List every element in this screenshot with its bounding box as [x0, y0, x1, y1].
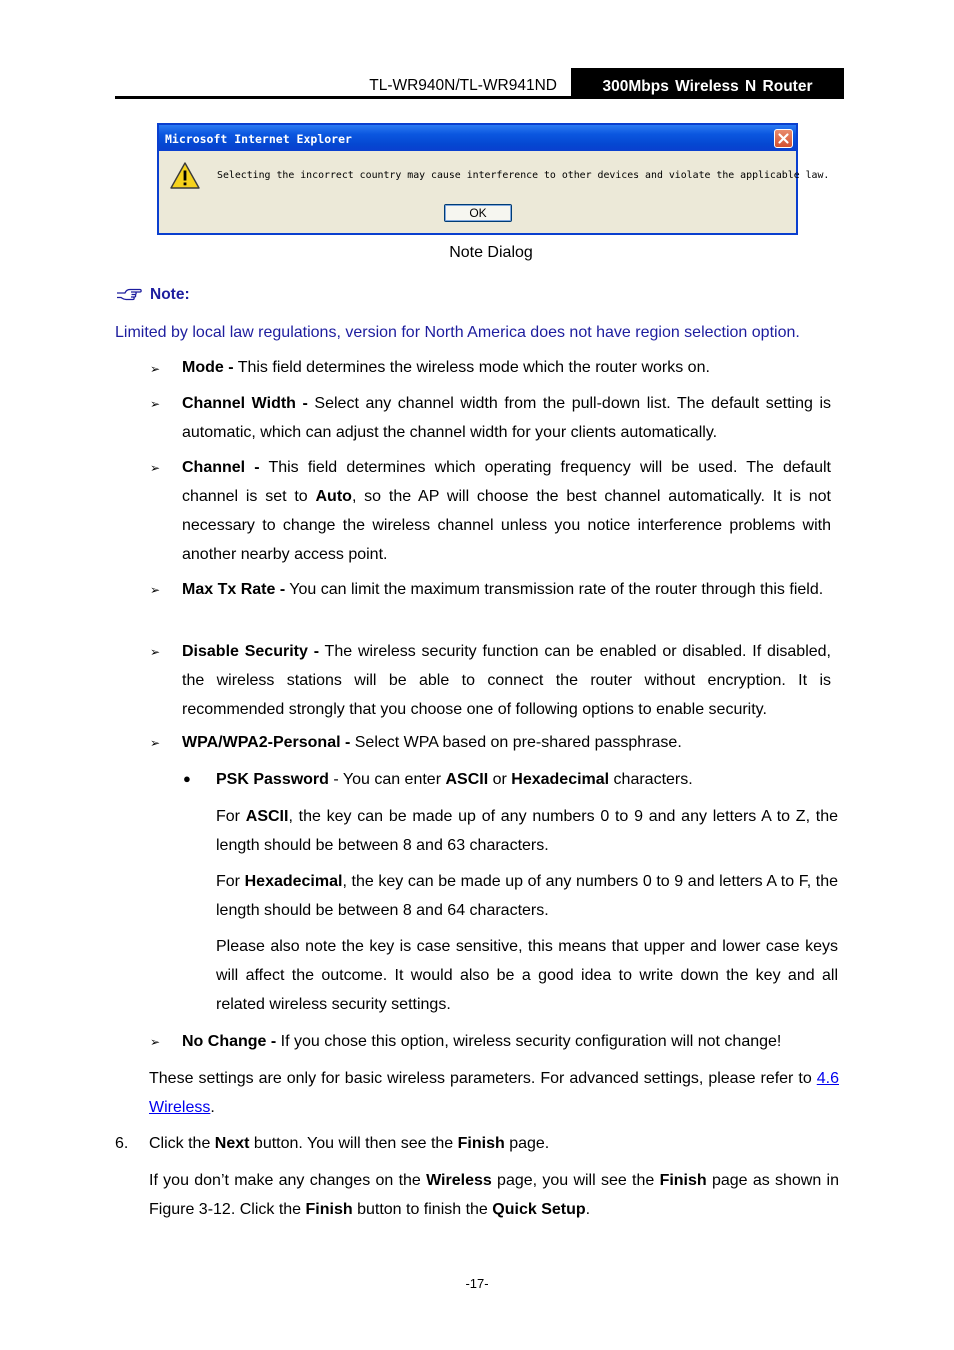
item-text: Select any channel width from the pull-down list. The default setting is automatic, which can adjust the channel width for your clients automatically. — [182, 395, 832, 441]
para-text: button. You will then see the — [249, 1135, 458, 1152]
item-disable-security — [182, 637, 831, 724]
bullet-icon: ➢ — [150, 583, 161, 597]
para-text: Click the — [149, 1135, 215, 1152]
item-text: You can limit the maximum transmission rate of the router through this field. — [285, 581, 824, 598]
item-no-change — [182, 1027, 831, 1056]
ok-button[interactable]: OK — [444, 204, 512, 222]
item-text: If you chose this option, wireless security configuration will not change! — [276, 1033, 782, 1050]
psk-ascii: ASCII — [445, 771, 489, 788]
page-number: -17- — [465, 1276, 489, 1291]
item-term: Max Tx Rate - — [182, 581, 286, 598]
dot-bullet-icon: ● — [183, 771, 191, 786]
item-term: No Change - — [182, 1033, 277, 1050]
step-number: 6. — [115, 1135, 129, 1152]
para-term: Finish — [659, 1172, 707, 1189]
para-term: Finish — [305, 1201, 353, 1218]
para-term: Wireless — [426, 1172, 492, 1189]
close-icon[interactable] — [774, 129, 793, 148]
para-term: Finish — [457, 1135, 505, 1152]
para-text: For — [216, 873, 245, 890]
bullet-icon: ➢ — [150, 362, 161, 376]
dialog-title: Microsoft Internet Explorer — [165, 132, 352, 146]
header-product: 300Mbps Wireless N Router — [571, 68, 844, 98]
psk-case-paragraph: Please also note the key is case sensitive, this means that upper and lower case keys will affect the outcome. It would also be a good idea to write down the key and all related wireless security settings. — [216, 938, 838, 1013]
bullet-icon: ➢ — [150, 736, 161, 750]
item-term: Disable Security - — [182, 643, 320, 660]
item-term: Channel - — [182, 459, 260, 476]
item-mode — [182, 353, 831, 382]
para-text: button to finish the — [352, 1201, 493, 1218]
psk-hex: Hexadecimal — [511, 771, 610, 788]
dialog-titlebar — [159, 125, 796, 151]
pointing-hand-icon — [116, 287, 142, 303]
item-term: Mode - — [182, 359, 234, 376]
bullet-icon: ➢ — [150, 645, 161, 659]
bullet-icon: ➢ — [150, 461, 161, 475]
item-text: This field determines which operating frequency will be used. The default channel is set to — [182, 459, 832, 505]
psk-password — [216, 765, 838, 794]
item-text: This field determines the wireless mode which the router works on. — [233, 359, 710, 376]
para-term: Hexadecimal — [244, 873, 343, 890]
item-text: Select WPA based on pre-shared passphrase. — [350, 734, 682, 751]
bullet-icon: ➢ — [150, 397, 161, 411]
step-6 — [149, 1129, 839, 1158]
basic-settings-paragraph — [149, 1064, 839, 1122]
item-bold: Auto — [315, 488, 352, 505]
item-text: The wireless security function can be enabled or disabled. If disabled, the wireless stations will be able to connect the router without encryption. It is recommended strongly that you choose one of following options to enable security. — [182, 643, 831, 718]
psk-hex-paragraph — [216, 867, 838, 925]
header-model: TL-WR940N/TL-WR941ND — [369, 77, 557, 94]
item-channel-width — [182, 389, 831, 447]
para-text: , the key can be made up of any numbers 0 to 9 and letters A to F, the length should be between 8 and 64 characters. — [216, 873, 839, 919]
para-term: Quick Setup — [492, 1201, 586, 1218]
item-wpa-personal — [182, 728, 831, 757]
note-text: Limited by local law regulations, version for North America does not have region selection option. — [115, 324, 800, 341]
ie-dialog — [157, 123, 830, 235]
item-text: , so the AP will choose the best channel automatically. It is not necessary to change the wireless channel unless you notice interference problems with another nearby access point. — [182, 488, 831, 563]
header-rule — [115, 96, 844, 99]
psk-text: or — [488, 771, 512, 788]
wireless-section-link[interactable]: 4.6 Wireless — [149, 1070, 839, 1116]
item-term: Channel Width - — [182, 395, 308, 412]
psk-text: characters. — [609, 771, 693, 788]
note-label: Note: — [150, 286, 190, 303]
para-text: . — [585, 1201, 591, 1218]
para-text: page, you will see the — [491, 1172, 660, 1189]
step-6-detail — [149, 1166, 839, 1224]
para-text: . — [210, 1099, 215, 1116]
para-text: , the key can be made up of any numbers 0 to 9 and any letters A to Z, the length should be between 8 and 63 characters. — [216, 808, 839, 854]
psk-text: - You can enter — [328, 771, 446, 788]
para-text: page as shown in Figure 3-12. Click the — [149, 1172, 839, 1218]
para-text: For — [216, 808, 246, 825]
psk-ascii-paragraph — [216, 802, 838, 860]
para-text: If you don’t make any changes on the — [149, 1172, 427, 1189]
item-max-tx-rate — [182, 575, 831, 604]
dialog-message: Selecting the incorrect country may cause interference to other devices and violate the applicable law. — [217, 170, 830, 181]
para-text: These settings are only for basic wireless parameters. For advanced settings, please refer to — [149, 1070, 817, 1087]
para-term: ASCII — [245, 808, 289, 825]
para-term: Next — [214, 1135, 250, 1152]
item-channel — [182, 453, 831, 569]
figure-caption: Note Dialog — [449, 244, 533, 261]
warning-icon — [170, 162, 200, 190]
para-text: page. — [504, 1135, 550, 1152]
psk-term: PSK Password — [216, 771, 329, 788]
bullet-icon: ➢ — [150, 1035, 161, 1049]
item-term: WPA/WPA2-Personal - — [182, 734, 351, 751]
